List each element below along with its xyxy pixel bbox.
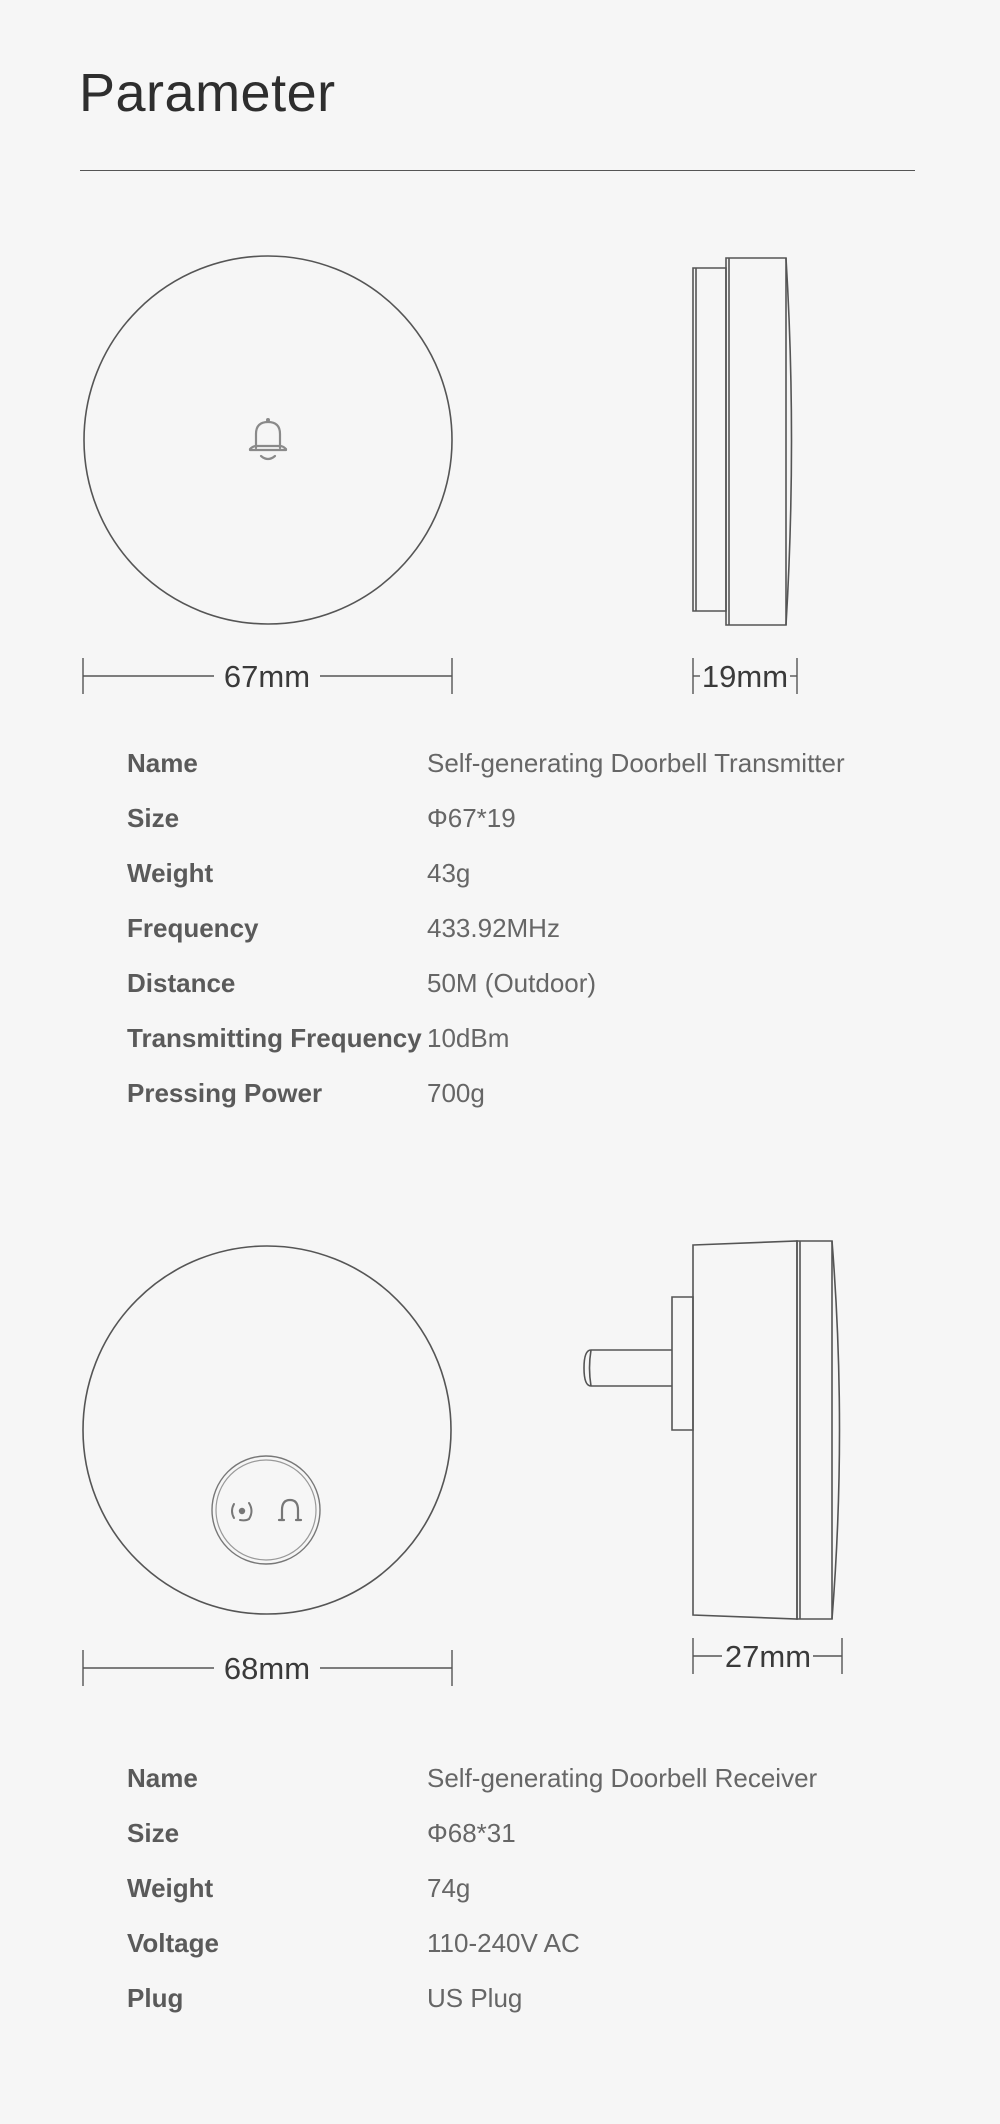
- spec-key: Name: [127, 1763, 198, 1793]
- volume-icon: [232, 1503, 252, 1520]
- spec-row: [127, 1971, 817, 2026]
- spec-row: [127, 901, 845, 956]
- spec-value: 74g: [427, 1873, 471, 1903]
- spec-key: Frequency: [127, 913, 259, 943]
- spec-value: Φ68*31: [427, 1818, 516, 1848]
- transmitter-front-view: [84, 256, 452, 624]
- transmitter-spec-list: [127, 736, 845, 1121]
- spec-key: Pressing Power: [127, 1078, 323, 1108]
- receiver-side-view: [584, 1241, 840, 1619]
- spec-key: Distance: [127, 968, 236, 998]
- spec-value: US Plug: [427, 1983, 523, 2013]
- spec-row: [127, 846, 845, 901]
- page-title: Parameter: [79, 63, 336, 123]
- receiver-drawings: [0, 1220, 1000, 1700]
- spec-value: 433.92MHz: [427, 913, 560, 943]
- spec-key: Voltage: [127, 1928, 219, 1958]
- title-divider: [80, 170, 915, 171]
- receiver-front-view: [83, 1246, 451, 1614]
- spec-value: Self-generating Doorbell Transmitter: [427, 748, 845, 778]
- spec-row: [127, 1806, 817, 1861]
- transmitter-drawings: [0, 240, 1000, 700]
- receiver-width-label: 68mm: [223, 1651, 311, 1686]
- transmitter-depth-label: 19mm: [701, 659, 789, 694]
- receiver-depth-label: 27mm: [724, 1639, 812, 1674]
- spec-value: 43g: [427, 858, 471, 888]
- spec-value: 50M (Outdoor): [427, 968, 597, 998]
- transmitter-side-view: [693, 258, 792, 625]
- spec-value: 10dBm: [427, 1023, 510, 1053]
- bell-icon: [250, 418, 286, 459]
- spec-row: [127, 1861, 817, 1916]
- spec-key: Plug: [127, 1983, 184, 2013]
- spec-row: [127, 1011, 845, 1066]
- spec-key: Transmitting Frequency: [127, 1023, 422, 1053]
- spec-value: 110-240V AC: [427, 1928, 580, 1958]
- transmitter-width-label: 67mm: [223, 659, 311, 694]
- spec-key: Size: [127, 803, 180, 833]
- spec-row: [127, 1751, 817, 1806]
- receiver-button: [212, 1456, 320, 1564]
- spec-row: [127, 791, 845, 846]
- spec-key: Name: [127, 748, 198, 778]
- spec-row: [127, 736, 845, 791]
- spec-value: Φ67*19: [427, 803, 516, 833]
- spec-key: Weight: [127, 1873, 214, 1903]
- spec-row: [127, 1066, 845, 1121]
- spec-value: 700g: [427, 1078, 485, 1108]
- receiver-spec-list: [127, 1751, 817, 2026]
- spec-key: Size: [127, 1818, 180, 1848]
- music-note-icon: [279, 1500, 301, 1520]
- spec-key: Weight: [127, 858, 214, 888]
- spec-row: [127, 1916, 817, 1971]
- spec-row: [127, 956, 845, 1011]
- spec-value: Self-generating Doorbell Receiver: [427, 1763, 818, 1793]
